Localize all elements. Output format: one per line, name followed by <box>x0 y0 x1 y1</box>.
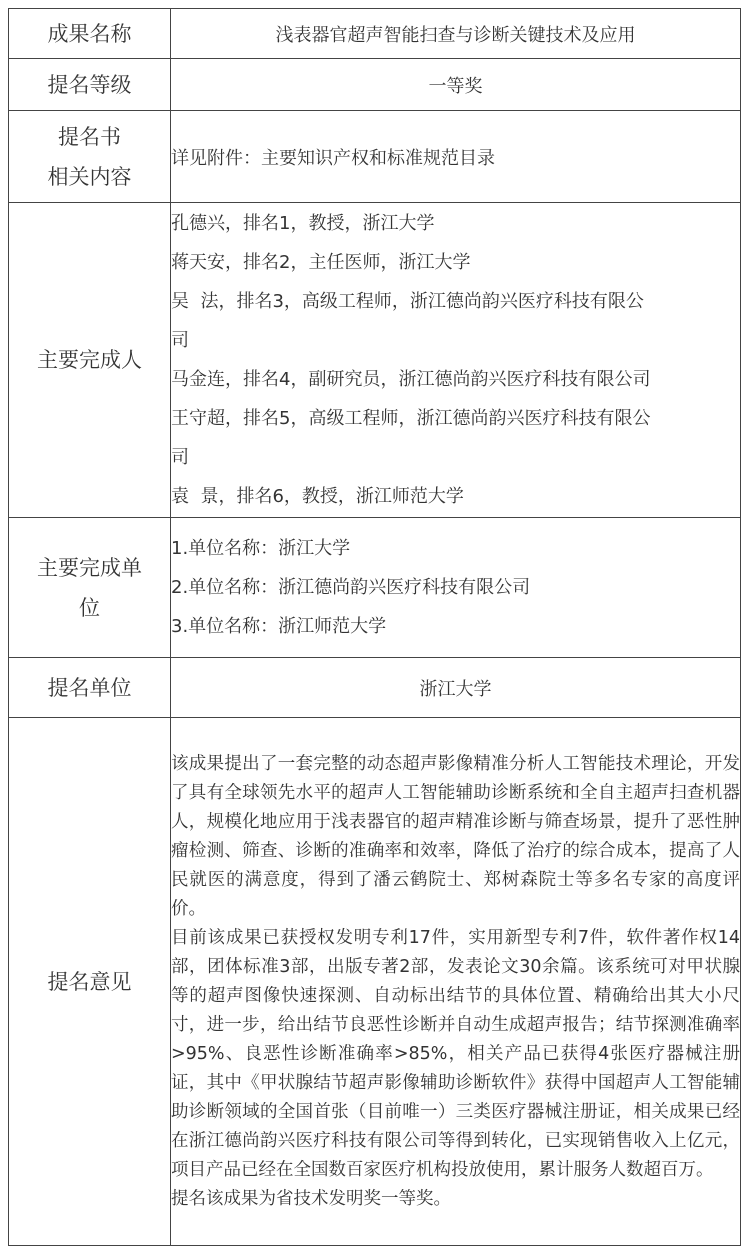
value-opinion <box>171 718 741 1246</box>
value-nomination-doc: 详见附件：主要知识产权和标准规范目录 <box>171 111 741 203</box>
person-line: 吴 法，排名3，高级工程师，浙江德尚韵兴医疗科技有限公 <box>171 291 644 312</box>
person-line: 孔德兴，排名1，教授，浙江大学 <box>171 213 435 234</box>
person-line: 司 <box>171 330 189 351</box>
row-nomination-doc <box>9 111 741 203</box>
value-nominator: 浙江大学 <box>171 658 741 718</box>
label-nomination-doc-line1: 提名书 <box>58 124 121 149</box>
unit-line: 1.单位名称：浙江大学 <box>171 538 351 559</box>
row-nomination-level <box>9 59 741 111</box>
value-nomination-level: 一等奖 <box>171 59 741 111</box>
label-achievement-name: 成果名称 <box>9 9 171 59</box>
unit-line: 3.单位名称：浙江师范大学 <box>171 616 387 637</box>
nomination-table <box>8 8 741 1246</box>
person-line: 马金连，排名4，副研究员，浙江德尚韵兴医疗科技有限公司 <box>171 369 651 390</box>
row-main-persons <box>9 203 741 518</box>
opinion-paragraph: 提名该成果为省技术发明奖一等奖。 <box>171 1188 451 1209</box>
row-achievement-name <box>9 9 741 59</box>
value-achievement-name: 浅表器官超声智能扫查与诊断关键技术及应用 <box>171 9 741 59</box>
label-main-units-line1: 主要完成单 <box>37 555 142 580</box>
opinion-paragraph: 目前该成果已获授权发明专利17件，实用新型专利7件，软件著作权14部，团体标准3部，出版专著2部，发表论文30余篇。该系统可对甲状腺等的超声图像快速探测、自动标出结节的具体位置、精确给出其大小尺寸，进一步，给出结节良恶性诊断并自动生成超声报告；结节探测准确率>95%、良恶性诊断准确率>85%，相关产品已获得4张医疗器械注册证，其中《甲状腺结节超声影像辅助诊断软件》获得中国超声人工智能辅助诊断领域的全国首张（目前唯一）三类医疗器械注册证，相关成果已经在浙江德尚韵兴医疗科技有限公司等得到转化，已实现销售收入上亿元，项目产品已经在全国数百家医疗机构投放使用，累计服务人数超百万。 <box>171 927 740 1180</box>
value-main-units <box>171 518 741 658</box>
person-line: 袁 景，排名6，教授，浙江师范大学 <box>171 486 464 507</box>
unit-line: 2.单位名称：浙江德尚韵兴医疗科技有限公司 <box>171 577 531 598</box>
label-nomination-level: 提名等级 <box>9 59 171 111</box>
label-nominator: 提名单位 <box>9 658 171 718</box>
label-main-units-line2: 位 <box>79 595 100 620</box>
label-main-units <box>9 518 171 658</box>
person-line: 王守超，排名5，高级工程师，浙江德尚韵兴医疗科技有限公 <box>171 408 651 429</box>
row-main-units <box>9 518 741 658</box>
label-opinion: 提名意见 <box>9 718 171 1246</box>
person-line: 蒋天安，排名2，主任医师，浙江大学 <box>171 252 471 273</box>
opinion-paragraph: 该成果提出了一套完整的动态超声影像精准分析人工智能技术理论，开发了具有全球领先水平的超声人工智能辅助诊断系统和全自主超声扫查机器人，规模化地应用于浅表器官的超声精准诊断与筛查场景，提升了恶性肿瘤检测、筛查、诊断的准确率和效率，降低了治疗的综合成本，提高了人民就医的满意度，得到了潘云鹤院士、郑树森院士等多名专家的高度评价。 <box>171 753 740 919</box>
label-nomination-doc <box>9 111 171 203</box>
row-nominator <box>9 658 741 718</box>
value-main-persons <box>171 203 741 518</box>
label-main-persons: 主要完成人 <box>9 203 171 518</box>
person-line: 司 <box>171 447 189 468</box>
label-nomination-doc-line2: 相关内容 <box>47 164 132 189</box>
row-opinion <box>9 718 741 1246</box>
